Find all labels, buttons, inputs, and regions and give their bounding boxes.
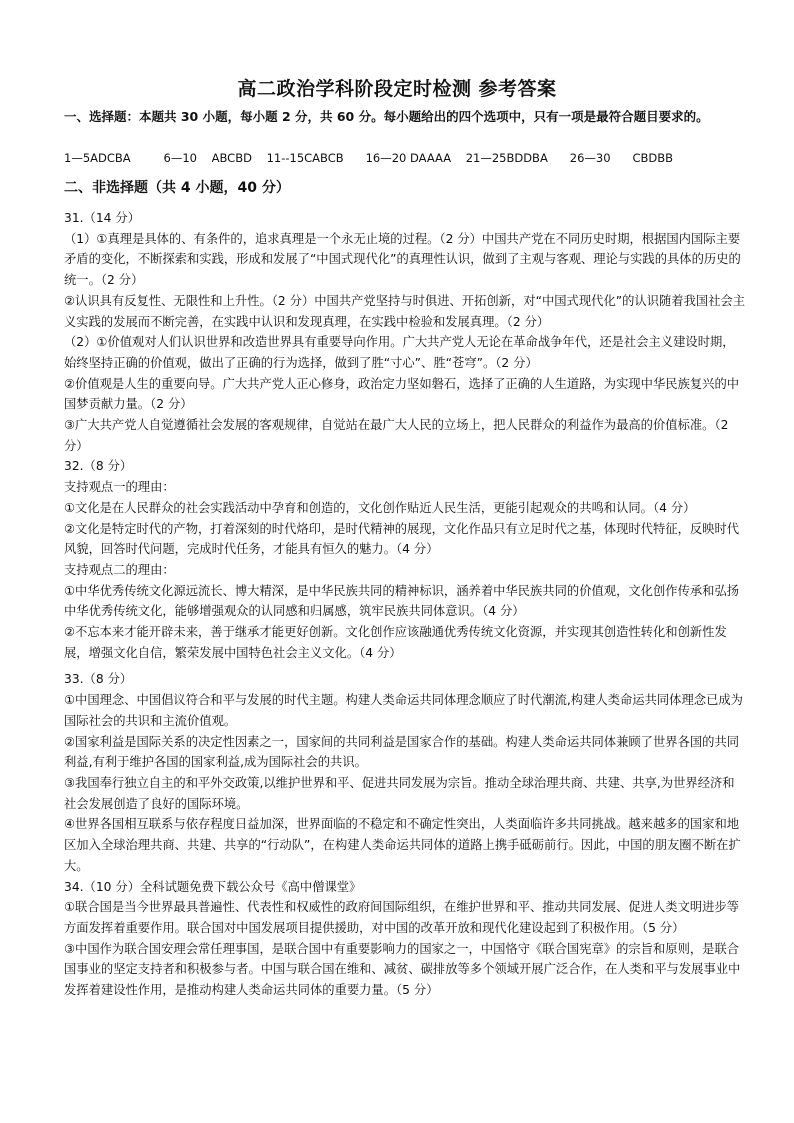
q31-paragraph-5: ③广大共产党人自觉遵循社会发展的客观规律，自觉站在最广大人民的立场上，把人民群众的利益作为最高的价值标准。（2 分） — [64, 418, 729, 453]
section1-heading: 一、选择题：本题共 30 小题，每小题 2 分，共 60 分。每小题给出的四个选项中，只有一项是最符合题目要求的。 — [64, 109, 709, 124]
q34-label: 34.（10 分）全科试题免费下载公众号《高中僧课堂》 — [64, 879, 362, 894]
q33-label: 33.（8 分） — [64, 672, 133, 687]
q32-viewpoint-1: 支持观点一的理由： — [64, 480, 175, 495]
q33-paragraph-2: ②国家利益是国际关系的决定性因素之一，国家间的共同利益是国家合作的基础。构建人类命运共同体兼顾了世界各国的共同利益,有利于维护各国的国家利益,成为国际社会的共识。 — [64, 734, 740, 770]
q31-paragraph-4: ②价值观是人生的重要向导。广大共产党人正心修身，政治定力坚如磐石，选择了正确的人生道路，为实现中华民族复兴的中国梦贡献力量。（2 分） — [64, 376, 740, 412]
q32-paragraph-4: ②不忘本来才能开辟未来，善于继承才能更好创新。文化创作应该融通优秀传统文化资源，并实现其创造性转化和创新性发展，增强文化自信，繁荣发展中国特色社会主义文化。（4 分） — [64, 625, 727, 660]
q31-paragraph-3: （2）①价值观对人们认识世界和改造世界具有重要导向作用。广大共产党人无论在革命战争年代，还是社会主义建设时期，始终坚持正确的价值观，做出了正确的行为选择，做到了胜“寸心”、胜“苍穹”。（2 分） — [64, 335, 735, 370]
section2-heading: 二、非选择题（共 4 小题，40 分） — [64, 180, 290, 196]
q32-paragraph-1: ①文化是在人民群众的社会实践活动中孕育和创造的，文化创作贴近人民生活，更能引起观众的共鸣和认同。（4 分） — [64, 500, 696, 515]
q32-viewpoint-2: 支持观点二的理由： — [64, 562, 175, 577]
q31-paragraph-2: ②认识具有反复性、无限性和上升性。（2 分）中国共产党坚持与时俱进、开拓创新，对“中国式现代化”的认识随着我国社会主义实践的发展而不断完善，在实践中认识和发现真理，在实践中检验和发展真理。（2 分） — [64, 293, 746, 329]
q32-paragraph-2: ②文化是特定时代的产物，打着深刻的时代烙印，是时代精神的展现，文化作品只有立足时代之基，体现时代特征，反映时代风貌，回答时代问题，完成时代任务，才能具有恒久的魅力。（4 分） — [64, 521, 740, 557]
page-title: 高二政治学科阶段定时检测 参考答案 — [237, 78, 557, 100]
answers-body — [64, 208, 746, 1001]
q33-paragraph-1: ①中国理念、中国倡议符合和平与发展的时代主题。构建人类命运共同体理念顺应了时代潮流,构建人类命运共同体理念已成为国际社会的共识和主流价值观。 — [64, 693, 743, 728]
q31-paragraph-1: （1）①真理是具体的、有条件的，追求真理是一个永无止境的过程。（2 分）中国共产党在不同历史时期，根据国内国际主要矛盾的变化，不断探索和实践，形成和发展了“中国式现代化”的真理性认识，做到了主观与客观、理论与实践的具体的历史的统一。（2 分） — [64, 231, 741, 288]
multiple-choice-answers: 1—5ADCBA 6—10 ABCBD 11--15CABCB 16—20 DAAAA 21—25BDDBA 26—30 CBDBB — [64, 151, 674, 165]
q31-label: 31.（14 分） — [64, 211, 141, 225]
q33-paragraph-4: ④世界各国相互联系与依存程度日益加深，世界面临的不稳定和不确定性突出，人类面临许多共同挑战。越来越多的国家和地区加入全球治理共商、共建、共享的“行动队”，在构建人类命运共同体的道路上携手砥砺前行。因此，中国的朋友圈不断在扩大。 — [64, 817, 741, 873]
q33-paragraph-3: ③我国奉行独立自主的和平外交政策,以维护世界和平、促进共同发展为宗旨。推动全球治理共商、共建、共享,为世界经济和社会发展创造了良好的国际环境。 — [64, 775, 735, 811]
q34-paragraph-2: ③中国作为联合国安理会常任理事国，是联合国中有重要影响力的国家之一，中国恪守《联合国宪章》的宗旨和原则，是联合国事业的坚定支持者和积极参与者。中国与联合国在维和、减贫、碳排放等多个领域开展广泛合作，在人类和平与发展事业中发挥着建设性作用，是推动构建人类命运共同体的重要力量。（5 分） — [64, 941, 741, 998]
q32-paragraph-3: ①中华优秀传统文化源远流长、博大精深，是中华民族共同的精神标识，涵养着中华民族共同的价值观，文化创作传承和弘扬中华优秀传统文化，能够增强观众的认同感和归属感，筑牢民族共同体意识。（4 分） — [64, 583, 740, 619]
q32-label: 32.（8 分） — [64, 459, 133, 474]
q34-paragraph-1: ①联合国是当今世界最具普遍性、代表性和权威性的政府间国际组织，在维护世界和平、推动共同发展、促进人类文明进步等方面发挥着重要作用。联合国对中国发展项目提供援助，对中国的改革开放和现代化建设起到了积极作用。（5 分） — [64, 900, 740, 935]
